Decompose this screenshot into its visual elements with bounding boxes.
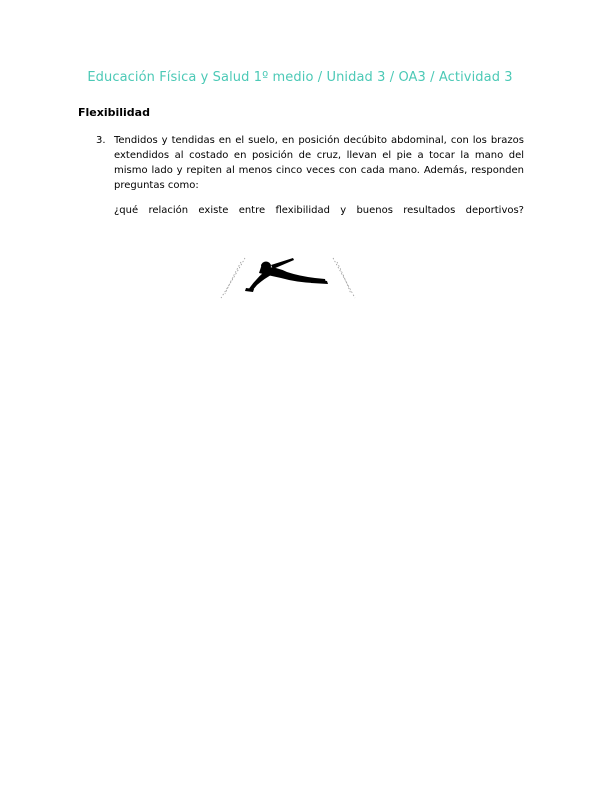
exercise-number: 3.	[96, 135, 106, 146]
motion-lines-left	[221, 258, 245, 298]
exercise-description: Tendidos y tendidas en el suelo, en posición decúbito abdominal, con los brazos extendidos al costado en posición de cruz, llevan el pie a tocar la mano del mismo lado y repiten al menos cinco veces con cada mano. Además, responden preguntas como:	[114, 135, 524, 191]
exercise-figure-illustration	[215, 248, 360, 303]
section-title: Flexibilidad	[78, 106, 150, 119]
motion-lines-right	[333, 258, 355, 298]
exercise-question: ¿qué relación existe entre flexibilidad y buenos resultados deportivos?	[114, 205, 524, 216]
page-header: Educación Física y Salud 1º medio / Unidad 3 / OA3 / Actividad 3	[87, 70, 513, 85]
person-silhouette	[245, 258, 328, 292]
